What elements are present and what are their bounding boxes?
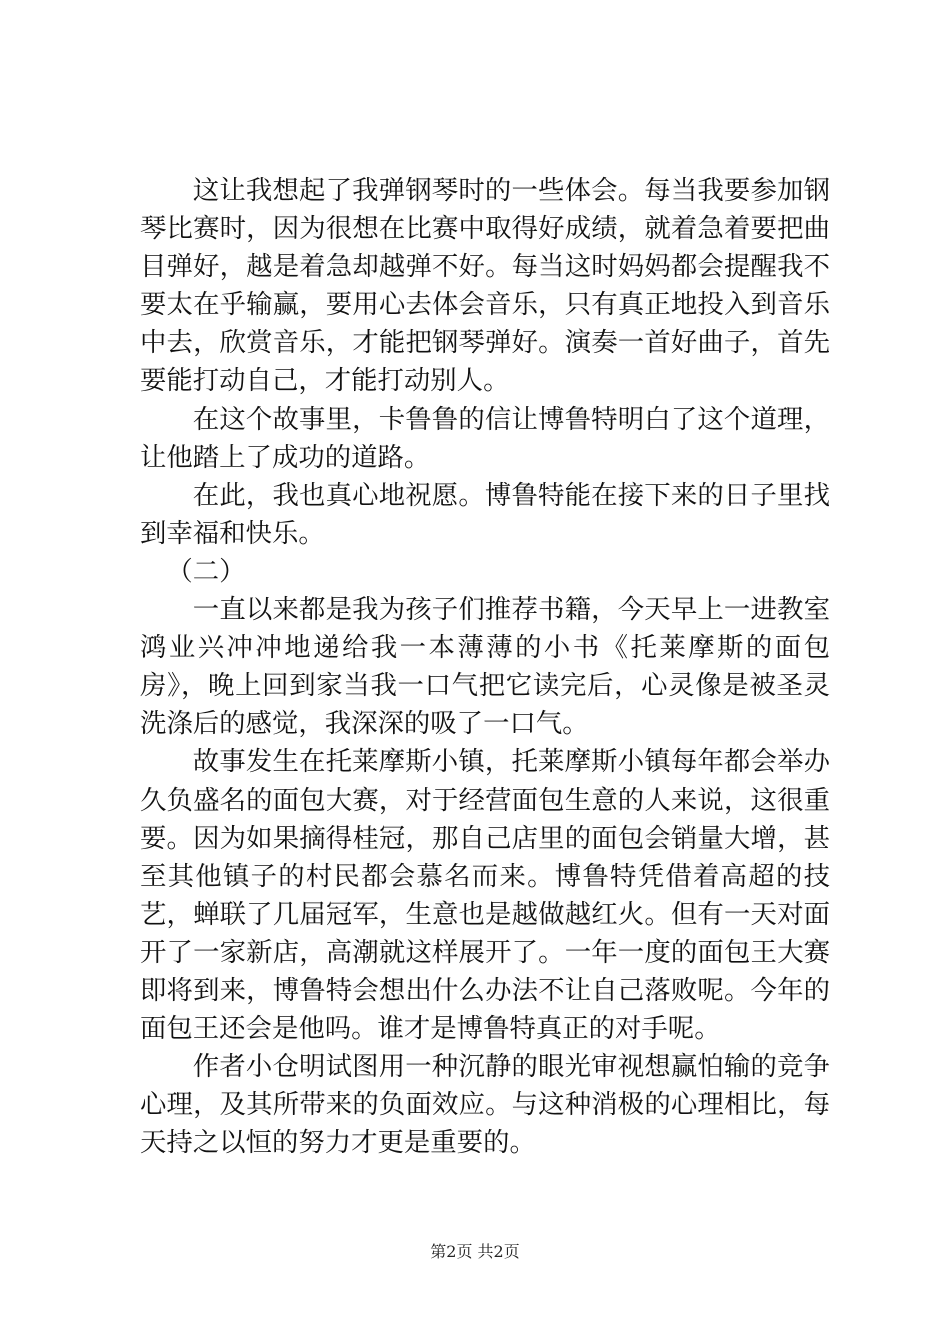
paragraph-wishes: 在此，我也真心地祝愿。博鲁特能在接下来的日子里找到幸福和快乐。 — [140, 479, 830, 549]
paragraph-book-intro: 一直以来都是我为孩子们推荐书籍，今天早上一进教室鸿业兴冲冲地递给我一本薄薄的小书《托莱摩斯的面包房》，晚上回到家当我一口气把它读完后，心灵像是被圣灵洗涤后的感觉，我深深的吸了一口气。 — [140, 594, 830, 740]
paragraph-story-summary: 故事发生在托莱摩斯小镇，托莱摩斯小镇每年都会举办久负盛名的面包大赛，对于经营面包生意的人来说，这很重要。因为如果摘得桂冠，那自己店里的面包会销量大增，甚至其他镇子的村民都会慕名而来。博鲁特凭借着高超的技艺，蝉联了几届冠军，生意也是越做越红火。但有一天对面开了一家新店，高潮就这样展开了。一年一度的面包王大赛即将到来，博鲁特会想出什么办法不让自己落败呢。今年的面包王还会是他吗。谁才是博鲁特真正的对手呢。 — [140, 746, 830, 1045]
page-number: 第2页 共2页 — [430, 1242, 520, 1261]
section-heading: （二） — [166, 555, 246, 587]
paragraph-story-lesson: 在这个故事里，卡鲁鲁的信让博鲁特明白了这个道理，让他踏上了成功的道路。 — [140, 403, 830, 473]
paragraph-author-view: 作者小仓明试图用一种沉静的眼光审视想赢怕输的竞争心理，及其所带来的负面效应。与这种消极的心理相比，每天持之以恒的努力才更是重要的。 — [140, 1051, 830, 1159]
paragraph-piano-experience: 这让我想起了我弹钢琴时的一些体会。每当我要参加钢琴比赛时，因为很想在比赛中取得好成绩，就着急着要把曲目弹好，越是着急却越弹不好。每当这时妈妈都会提醒我不要太在乎输赢，要用心去体会音乐，只有真正地投入到音乐中去，欣赏音乐，才能把钢琴弹好。演奏一首好曲子，首先要能打动自己，才能打动别人。 — [140, 175, 830, 397]
page-footer — [0, 1242, 950, 1262]
document-body — [140, 172, 830, 1162]
